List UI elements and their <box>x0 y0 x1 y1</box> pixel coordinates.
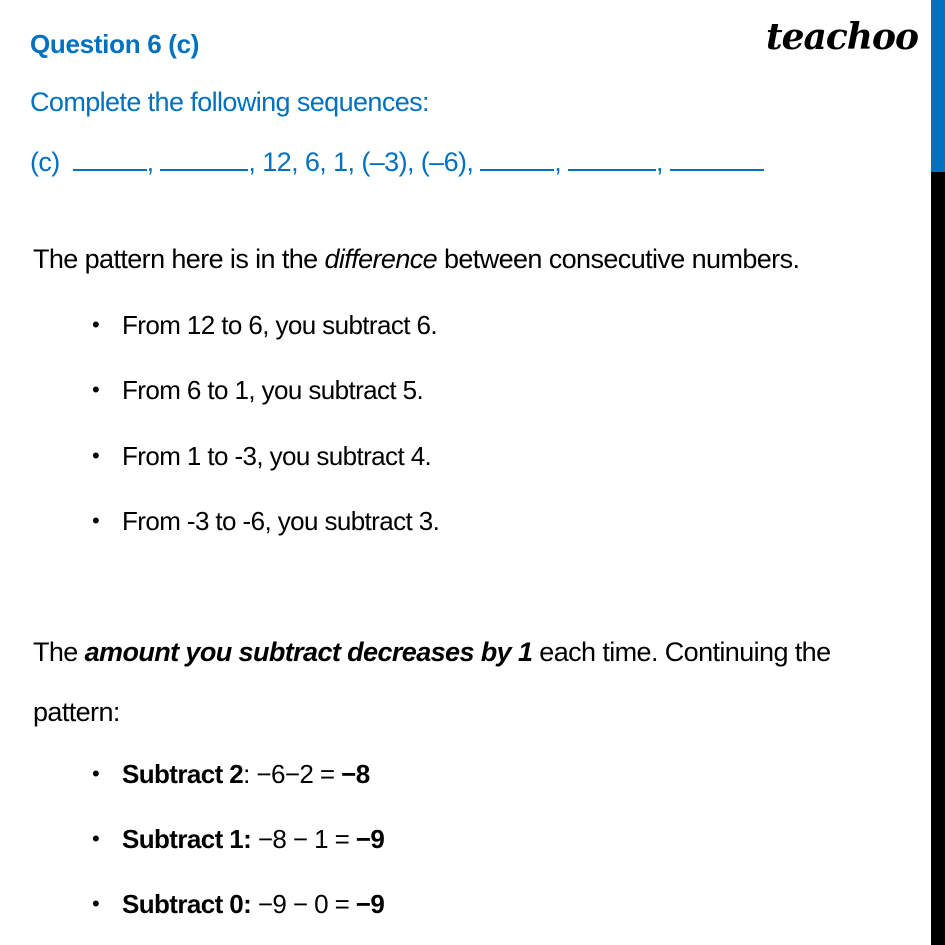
rule-statement <box>33 637 831 668</box>
step-expression: −6−2 = <box>249 759 342 789</box>
step-item <box>92 824 384 855</box>
step-expression: −9 − 0 = <box>251 889 356 919</box>
step-result: −9 <box>355 889 385 919</box>
intro-emphasis: difference <box>324 244 438 274</box>
comma: , <box>319 147 334 177</box>
step-item <box>92 759 370 790</box>
step-label: Subtract 1: <box>122 824 252 854</box>
bullet-icon: • <box>92 761 100 786</box>
sequence-blank-4 <box>568 145 656 171</box>
intro-text-end: between consecutive numbers. <box>437 244 800 274</box>
side-accent-bar-black <box>931 172 945 945</box>
question-title: Question 6 (c) <box>30 29 200 59</box>
step-separator: : <box>243 759 250 789</box>
sequence-blank-5 <box>670 145 764 171</box>
difference-item <box>92 310 437 341</box>
comma: , <box>347 147 362 177</box>
comma: , <box>146 147 161 177</box>
sequence-blank-1 <box>73 145 147 171</box>
teachoo-logo: teachoo <box>766 16 918 58</box>
rule-emphasis: amount you subtract decreases by 1 <box>84 637 533 667</box>
intro-text: The pattern here is in the <box>33 244 325 274</box>
bullet-icon: • <box>92 508 100 533</box>
difference-item <box>92 506 439 537</box>
comma: , <box>248 147 263 177</box>
bullet-icon: • <box>92 443 100 468</box>
sequence-term: (–3) <box>361 147 407 177</box>
step-item <box>92 889 384 920</box>
rule-statement-continued: pattern: <box>33 697 120 727</box>
difference-text: From 1 to -3, you subtract 4. <box>122 441 432 471</box>
difference-text: From 6 to 1, you subtract 5. <box>122 375 424 405</box>
comma: , <box>656 147 670 177</box>
rule-text-end: each time. Continuing the <box>532 637 831 667</box>
side-accent-bar-blue <box>931 0 945 172</box>
difference-item <box>92 441 431 472</box>
step-label: Subtract 2 <box>122 759 244 789</box>
comma: , <box>466 147 481 177</box>
sequence-term: 1 <box>333 147 348 177</box>
sequence-line <box>30 145 764 178</box>
difference-item <box>92 375 423 406</box>
bullet-icon: • <box>92 891 100 916</box>
bullet-icon: • <box>92 312 100 337</box>
comma: , <box>554 147 569 177</box>
sequence-term: (–6) <box>420 147 467 177</box>
step-expression: −8 − 1 = <box>251 824 356 854</box>
step-result: −8 <box>341 759 370 789</box>
sequence-term: 12 <box>262 147 292 177</box>
comma: , <box>406 147 421 177</box>
comma: , <box>291 147 305 177</box>
sequence-label: (c) <box>30 147 60 177</box>
sequence-term: 6 <box>304 147 320 177</box>
sequence-blank-2 <box>160 145 248 171</box>
question-instruction: Complete the following sequences: <box>30 87 429 117</box>
sequence-blank-3 <box>480 145 554 171</box>
step-label: Subtract 0: <box>122 889 252 919</box>
pattern-intro <box>33 244 799 275</box>
bullet-icon: • <box>92 377 100 402</box>
step-result: −9 <box>355 824 385 854</box>
difference-text: From 12 to 6, you subtract 6. <box>122 310 437 340</box>
bullet-icon: • <box>92 826 100 851</box>
difference-text: From -3 to -6, you subtract 3. <box>122 506 440 536</box>
rule-text: The <box>33 637 85 667</box>
